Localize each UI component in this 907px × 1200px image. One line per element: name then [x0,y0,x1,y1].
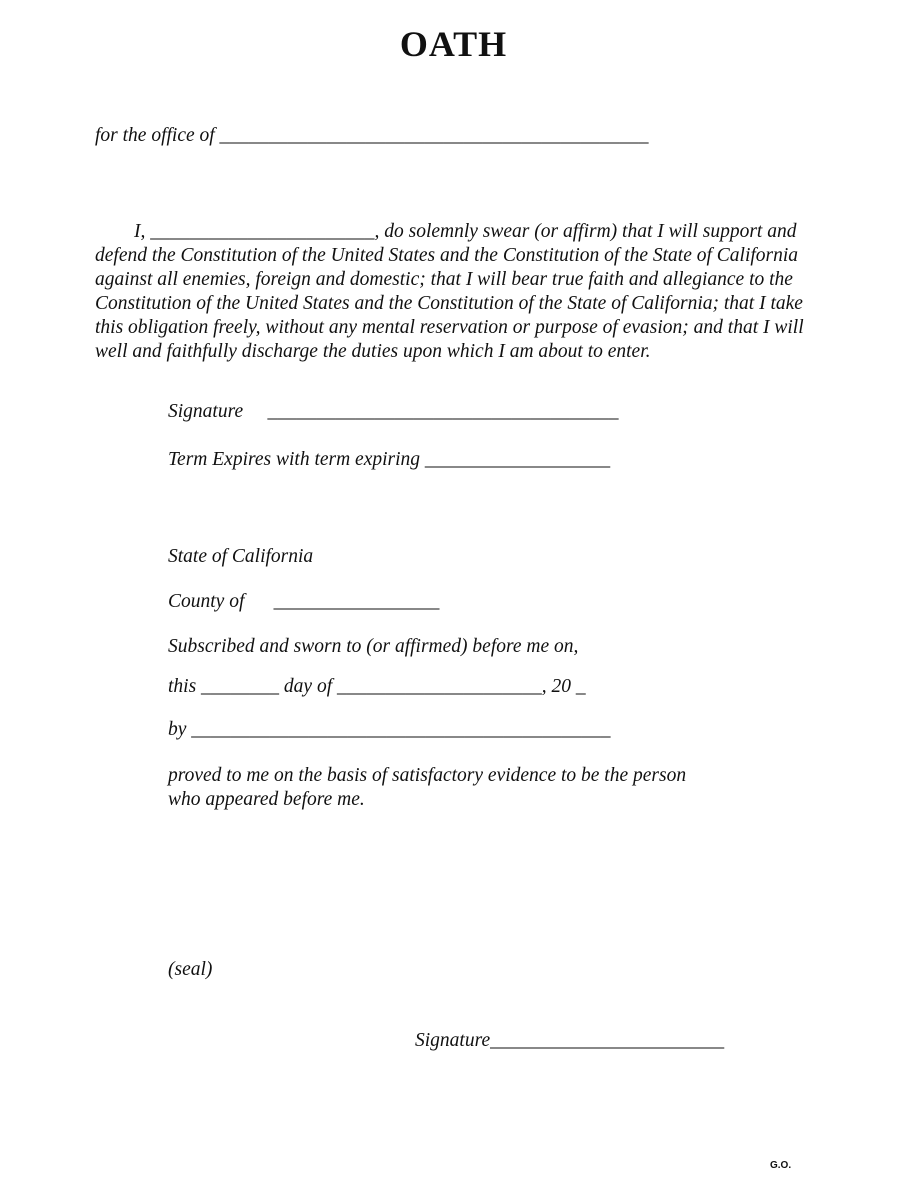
county-line: County of _________________ [168,591,440,612]
oath-paragraph [95,220,855,364]
subscribed-line: Subscribed and sworn to (or affirmed) before me on, [168,636,579,657]
oath-paragraph-line: well and faithfully discharge the duties upon which I am about to enter. [95,341,651,362]
oath-paragraph-line: I, _______________________, do solemnly swear (or affirm) that I will support and [95,221,797,242]
seal-label: (seal) [168,959,213,980]
document-title: OATH [399,24,508,64]
proved-line: proved to me on the basis of satisfactory evidence to be the person [168,765,687,786]
oath-paragraph-line: Constitution of the United States and the Constitution of the State of California; that I take [95,293,803,314]
office-line: for the office of ____________________________________________ [95,125,649,146]
oath-paragraph-line: defend the Constitution of the United States and the Constitution of the State of California [95,245,799,266]
oath-paragraph-line: this obligation freely, without any mental reservation or purpose of evasion; and that I will [95,317,804,338]
oath-paragraph-line: against all enemies, foreign and domestic; that I will bear true faith and allegiance to the [95,269,793,290]
sworn-by-line: by ___________________________________________ [168,719,611,740]
date-line: this ________ day of _____________________, 20 _ [168,676,586,697]
signature-line: Signature ____________________________________ [168,401,619,422]
term-expires-line: Term Expires with term expiring ___________________ [168,449,611,470]
footer-form-code: G.O. [770,1160,792,1171]
state-line: State of California [168,546,314,567]
proved-line: who appeared before me. [168,789,365,810]
notary-signature-line: Signature________________________ [415,1030,725,1051]
